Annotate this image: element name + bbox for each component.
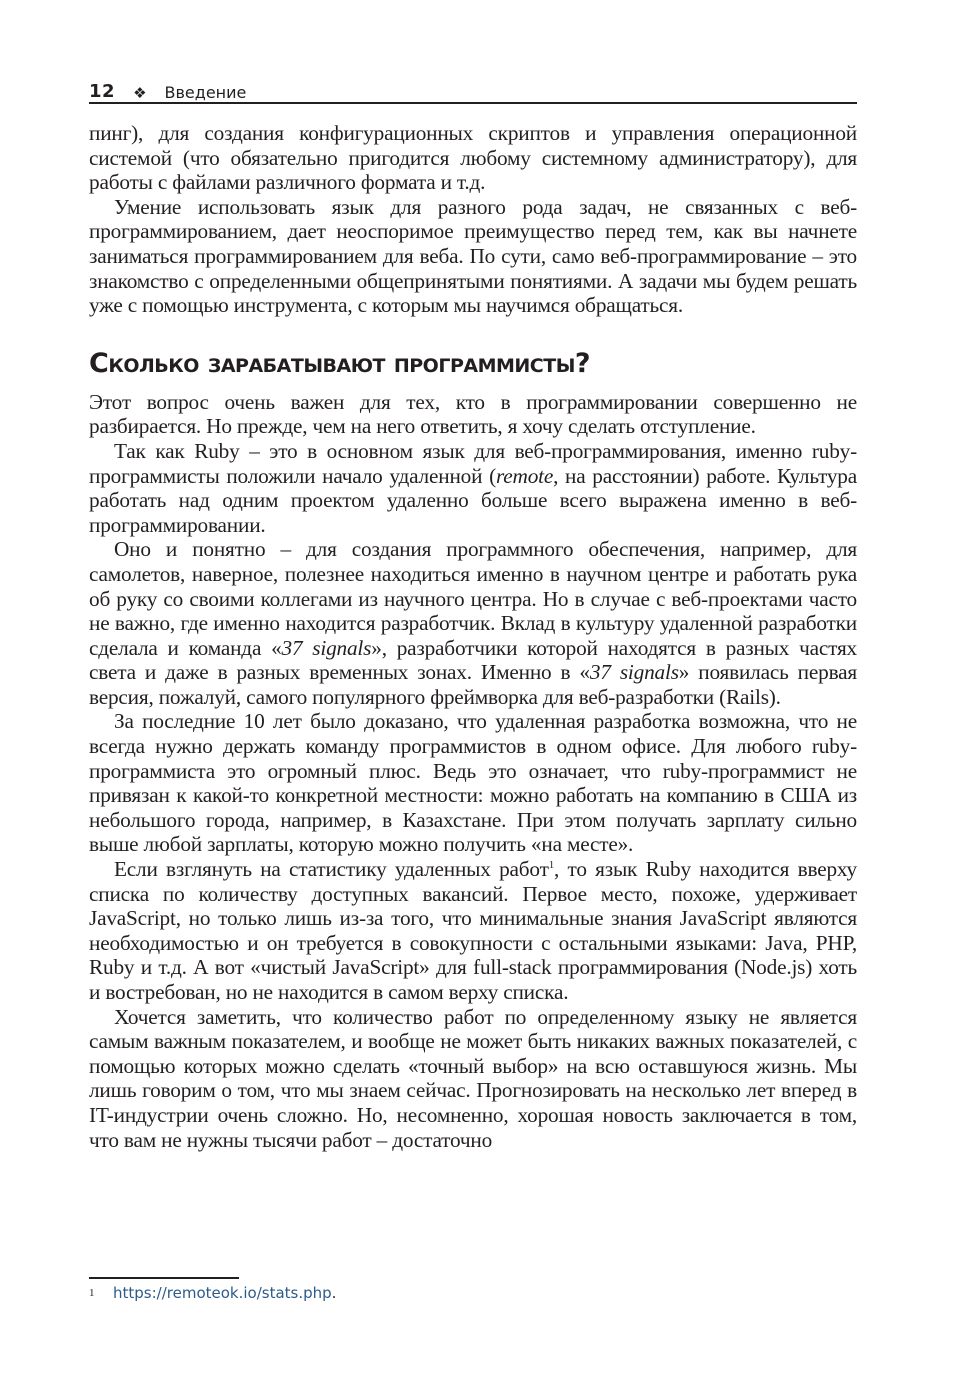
text-run: Оно и понятно – для создания программного обеспечения, например, для самолетов, наверное, полезнее находиться именно в научном центре и работать рука об руку со своими коллегами из научного центра. Но в случае с веб-проектами часто не важно, где именно находится разработчик. Вклад в культуру удаленной разработки сделала и команда « (89, 537, 857, 660)
footnote-ref[interactable]: 1 (548, 858, 554, 871)
body-text (89, 121, 857, 1152)
text-run: Если взглянуть на статистику удаленных работ (114, 857, 549, 882)
paragraph (89, 537, 857, 709)
text-run: , то язык Ruby находится вверху списка по количеству доступных вакансий. Первое место, похоже, удерживает JavaScript, но только лишь из-за того, что минимальные знания JavaScript являются необходимостью и он требуется в совокупности с остальными языками: Java, PHP, Ruby и т.д. А вот «чистый JavaScript» для full-stack программирования (Node.js) хоть и востребован, но не находится в самом верху списка. (89, 857, 857, 1004)
footnote (89, 1283, 857, 1303)
chapter-title: Введение (164, 83, 247, 102)
paragraph: За последние 10 лет было доказано, что удаленная разработка возможна, что не всегда нужно держать команду программистов в одном офисе. Для любого ruby-программиста это огромный плюс. Ведь это означает, что ruby-программист не привязан к какой-то конкретной местности: можно работать на компанию в США из небольшого города, например, в Казахстане. При этом получать зарплату сильно выше любой зарплаты, которую можно получить «на месте». (89, 709, 857, 857)
paragraph: Хочется заметить, что количество работ по определенному языку не является самым важным показателем, и вообще не может быть никаких важных показателей, с помощью которых можно сделать «точный выбор» на всю оставшуюся жизнь. Мы лишь говорим о том, что мы знаем сейчас. Прогнозировать на несколько лет вперед в IT-индустрии очень сложно. Но, несомненно, хорошая новость заключается в том, что вам не нужны тысячи работ – достаточно (89, 1004, 857, 1152)
footnote-number: 1 (89, 1287, 95, 1299)
text-run: » появилась первая версия, пожалуй, самого популярного фреймворка для веб-разработки (Rails). (89, 660, 857, 709)
paragraph: Этот вопрос очень важен для тех, кто в программировании совершенно не разбирается. Но прежде, чем на него ответить, я хочу сделать отступление. (89, 389, 857, 439)
paragraph (89, 439, 857, 537)
footnote-link[interactable]: https://remoteok.io/stats.php (113, 1284, 332, 1302)
ornament-icon: ❖ (133, 84, 147, 102)
text-run: », разработчики которой находятся в разных частях света и даже в разных временных зонах. Именно в « (89, 635, 857, 685)
running-header (89, 78, 857, 102)
footnote-rule (89, 1277, 239, 1279)
italic-term: 37 signals (589, 660, 679, 685)
italic-term: 37 signals (281, 635, 372, 660)
page-number: 12 (89, 81, 116, 102)
paragraph (89, 857, 857, 1005)
paragraph: Умение использовать язык для разного рода задач, не связанных с веб-программированием, дает неоспоримое преимущество перед тем, как вы начнете заниматься программированием для веба. По сути, само веб-программирование – это знакомство с определенными общепринятыми понятиями. А задачи мы будем решать уже с помощью инструмента, с которым мы научимся обращаться. (89, 194, 857, 318)
paragraph: пинг), для создания конфигурационных скриптов и управления операционной системой (что обязательно пригодится любому системному администратору), для работы с файлами различного формата и т.д. (89, 121, 857, 195)
header-rule (89, 102, 857, 104)
text-run: , на расстоянии) работе. Культура работать над одним проектом удаленно больше всего выражена именно в веб-программировании. (89, 463, 858, 537)
italic-term: remote (495, 463, 554, 488)
text-run: Так как Ruby – это в основном язык для веб-программирования, именно ruby-программисты положили начало удаленной ( (89, 438, 857, 488)
section-heading: Сколько зарабатывают программисты? (89, 347, 591, 379)
footnote-period: . (331, 1284, 337, 1302)
